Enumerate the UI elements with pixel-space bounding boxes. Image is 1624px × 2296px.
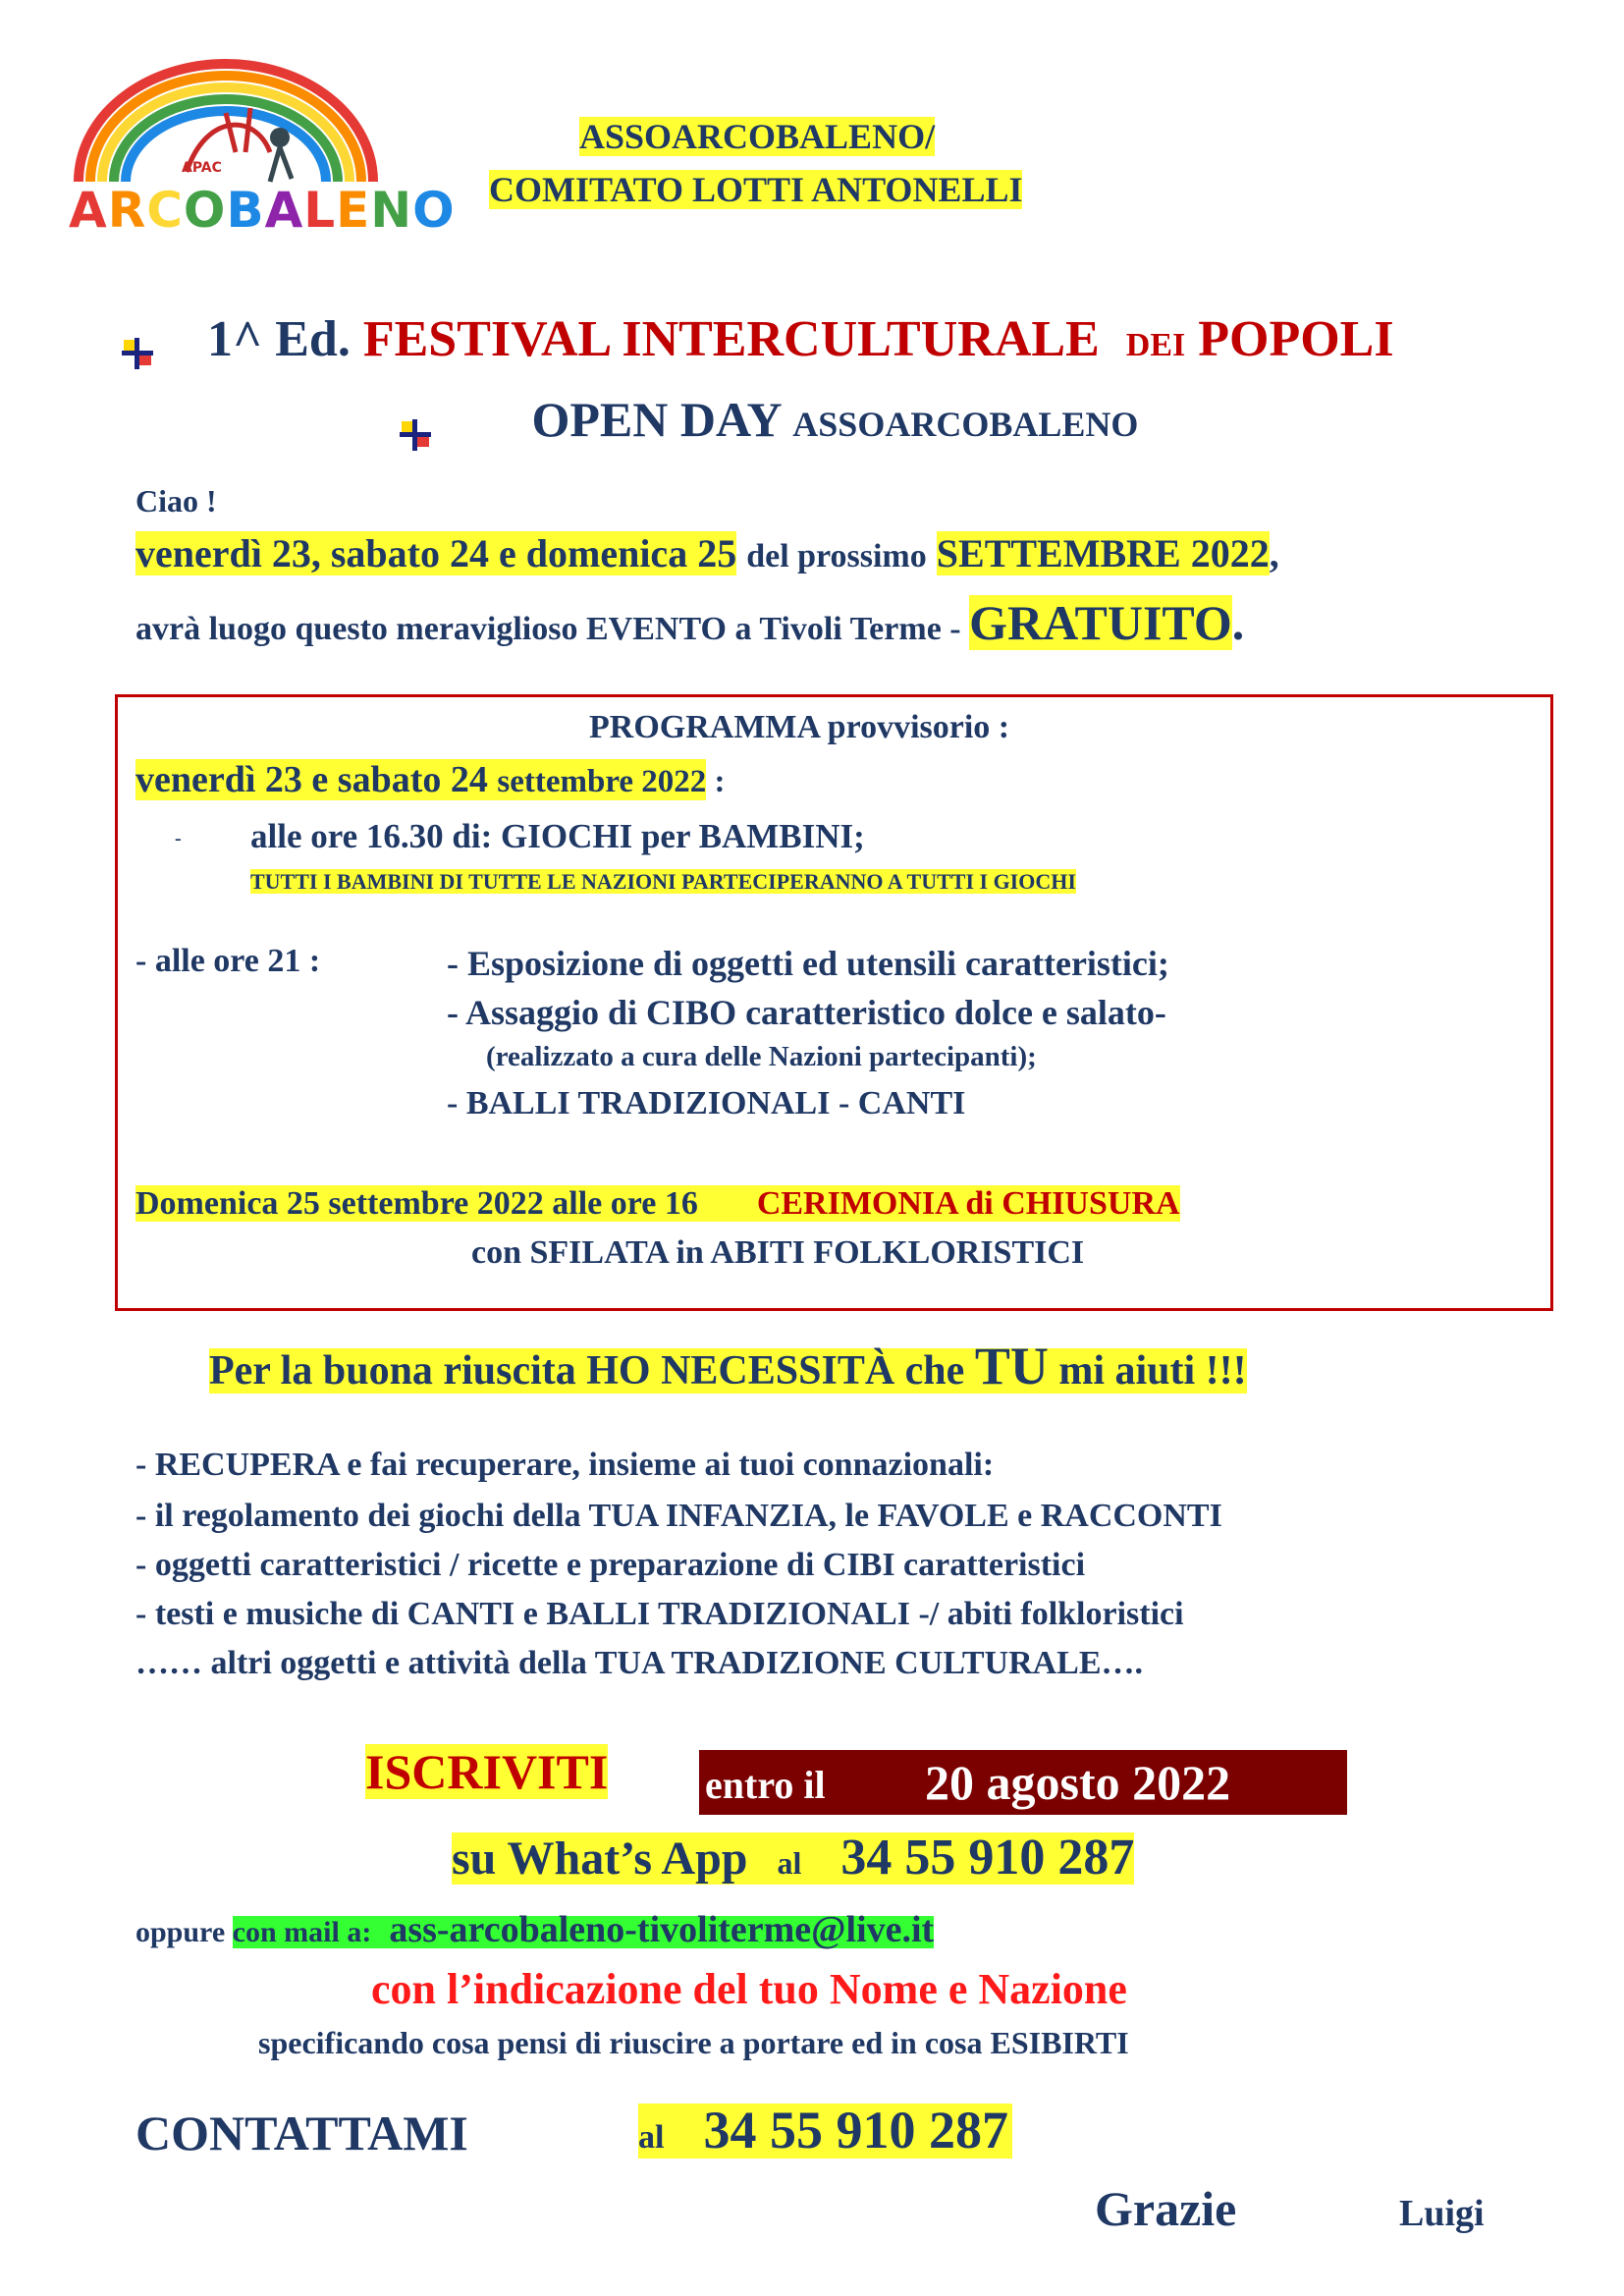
program-parade: con SFILATA in ABITI FOLKLORISTICI xyxy=(471,1234,1085,1271)
evening-item: - Esposizione di oggetti ed utensili caratteristici; xyxy=(447,944,1169,983)
request-item: - oggetti caratteristici / ricette e preparazione di CIBI caratteristici xyxy=(135,1547,1086,1583)
signup-iscriviti: ISCRIVITI xyxy=(365,1744,609,1799)
header-line1: ASSOARCOBALENO/ xyxy=(579,117,936,156)
signup-mail-line: oppure con mail a: ass-arcobaleno-tivoliterme@live.it xyxy=(135,1909,935,1950)
program-days: venerdì 23 e sabato 24 settembre 2022 : xyxy=(135,759,726,800)
request-item: …… altri oggetti e attività della TUA TRADIZIONE CULTURALE…. xyxy=(135,1645,1144,1681)
logo-letter: C xyxy=(146,182,184,239)
logo-letter: O xyxy=(183,182,227,239)
logo-letter: L xyxy=(303,182,337,239)
contact-number: al 34 55 910 287 xyxy=(638,2100,1012,2160)
greeting: Ciao ! xyxy=(135,483,217,519)
festival-title: 1^ Ed. FESTIVAL INTERCULTURALE DEI POPOLI xyxy=(120,310,1394,368)
logo-letter: E xyxy=(336,182,371,239)
open-day-title: OPEN DAY ASSOARCOBALENO xyxy=(398,391,1138,448)
logo-name xyxy=(69,182,456,239)
logo-small-text: APAC xyxy=(182,160,222,176)
rainbow-icon xyxy=(59,54,393,191)
program-games-note: TUTTI I BAMBINI DI TUTTE LE NAZIONI PARTECIPERANNO A TUTTI I GIOCHI xyxy=(250,869,1076,894)
logo-letter: A xyxy=(264,182,304,239)
program-heading: PROGRAMMA provvisorio : xyxy=(589,709,1010,745)
logo-letter: B xyxy=(226,182,265,239)
header-line2: COMITATO LOTTI ANTONELLI xyxy=(489,170,1023,209)
arcobaleno-logo xyxy=(59,54,456,241)
program-dash: - xyxy=(175,828,182,849)
closing-thanks: Grazie xyxy=(1095,2181,1237,2236)
evening-item: - Assaggio di CIBO caratteristico dolce e salato- xyxy=(447,993,1166,1032)
logo-letter: O xyxy=(412,182,456,239)
signup-specify: specificando cosa pensi di riuscire a portare ed in cosa ESIBIRTI xyxy=(258,2025,1129,2060)
intro-dates: venerdì 23, sabato 24 e domenica 25 del prossimo SETTEMBRE 2022, xyxy=(135,531,1279,575)
signup-indicate: con l’indicazione del tuo Nome e Nazione xyxy=(371,1965,1127,2013)
evening-item-note: (realizzato a cura delle Nazioni partecipanti); xyxy=(486,1041,1037,1072)
signup-deadline: entro il 20 agosto 2022 xyxy=(699,1750,1347,1815)
request-item: - testi e musiche di CANTI e BALLI TRADIZIONALI -/ abiti folkloristici xyxy=(135,1596,1184,1632)
logo-letter: N xyxy=(370,182,413,239)
program-sunday: Domenica 25 settembre 2022 alle ore 16 CERIMONIA di CHIUSURA xyxy=(135,1185,1180,1222)
request-item: - RECUPERA e fai recuperare, insieme ai tuoi connazionali: xyxy=(135,1447,995,1483)
evening-item: - BALLI TRADIZIONALI - CANTI xyxy=(447,1085,966,1121)
contact-label: CONTATTAMI xyxy=(135,2105,468,2160)
bullet-icon xyxy=(120,326,155,361)
logo-letter: A xyxy=(69,182,108,239)
logo-letter: R xyxy=(107,182,147,239)
bullet-icon xyxy=(398,408,433,443)
signup-whatsapp: su What’s App al 34 55 910 287 xyxy=(452,1830,1135,1886)
request-item: - il regolamento dei giochi della TUA INFANZIA, le FAVOLE e RACCONTI xyxy=(135,1498,1222,1534)
email-link[interactable]: ass-arcobaleno-tivoliterme@live.it xyxy=(389,1909,935,1950)
closing-signature: Luigi xyxy=(1399,2193,1485,2234)
program-games: alle ore 16.30 di: GIOCHI per BAMBINI; xyxy=(250,817,865,855)
help-banner: Per la buona riuscita HO NECESSITÀ che TU mi aiuti !!! xyxy=(209,1337,1247,1395)
intro-event: avrà luogo questo meraviglioso EVENTO a Tivoli Terme - GRATUITO. xyxy=(135,595,1245,650)
program-evening-time: - alle ore 21 : xyxy=(135,943,321,979)
